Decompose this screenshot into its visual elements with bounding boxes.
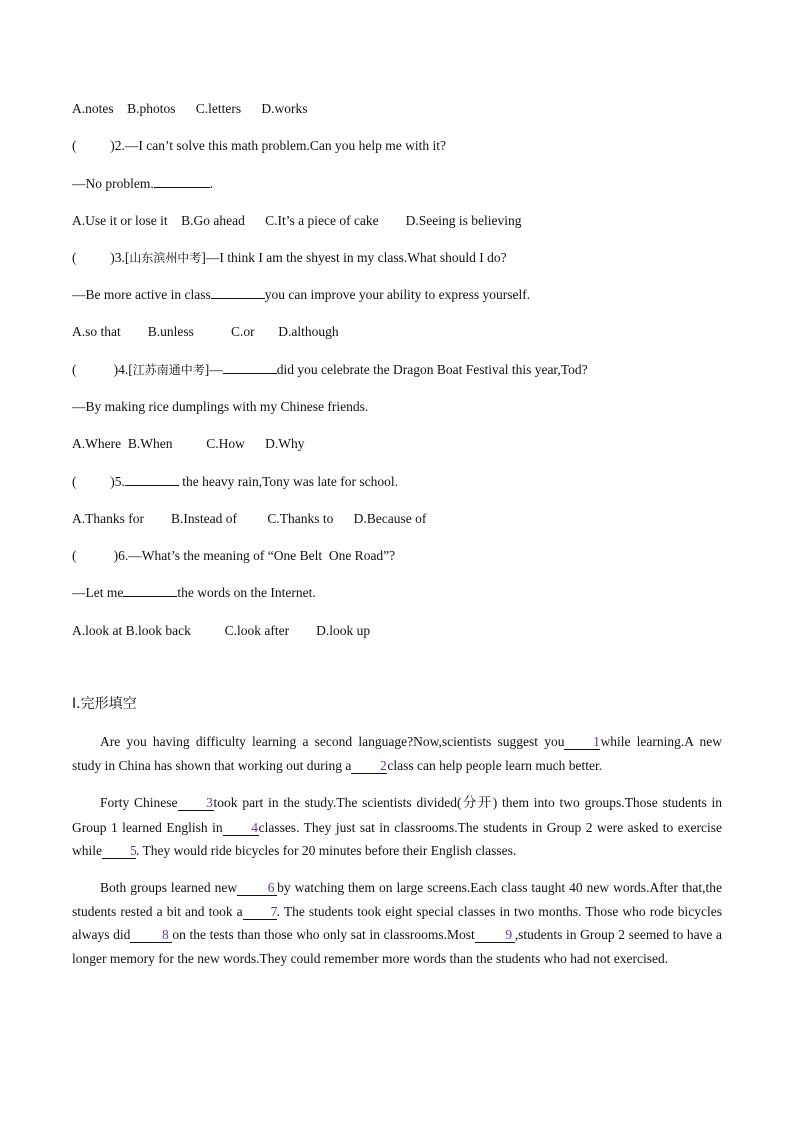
question-2-reply xyxy=(72,175,213,193)
cloze-blank: 4 xyxy=(223,821,259,836)
passage-text: class can help people learn much better. xyxy=(387,757,603,773)
chinese-gloss: 分开 xyxy=(461,795,493,811)
question-stem: the heavy rain,Tony was late for school. xyxy=(178,474,398,489)
question-1-options: A.notes B.photos C.letters D.works xyxy=(72,101,308,116)
passage-text: took part in the study.The scientists divided( xyxy=(213,795,462,810)
cloze-blank: 7 xyxy=(243,905,277,920)
source-tag: 山东滨州中考 xyxy=(129,251,202,265)
section-title: Ⅰ.完形填空 xyxy=(72,696,137,712)
passage-text: on the tests than those who only sat in classrooms.Most xyxy=(172,927,475,943)
answer-paren: ( ) xyxy=(72,548,119,563)
cloze-paragraph-2 xyxy=(72,791,722,863)
question-stem: 2.—I can’t solve this math problem.Can you help me with it? xyxy=(114,138,446,153)
answer-blank xyxy=(223,373,277,374)
question-2 xyxy=(72,137,446,155)
question-4 xyxy=(72,361,588,379)
cloze-blank: 1 xyxy=(564,735,600,750)
reply-text: the words on the Internet. xyxy=(177,585,316,600)
cloze-blank: 8 xyxy=(130,928,172,943)
passage-text: Both groups learned new xyxy=(100,880,238,895)
answer-blank xyxy=(154,187,210,188)
answer-blank xyxy=(211,298,265,299)
passage-text: . They would ride bicycles for 20 minutes before their English classes. xyxy=(136,843,517,859)
cloze-blank: 5 xyxy=(102,844,136,859)
reply-text: . xyxy=(209,176,214,191)
passage-text: classes. They just sat in classrooms.The students in Group 2 were asked to exercise while xyxy=(72,819,722,859)
question-stem: did you celebrate the Dragon Boat Festival this year,Tod? xyxy=(276,362,588,377)
question-number: 5. xyxy=(114,474,125,489)
answer-paren: ( ) xyxy=(72,362,119,377)
question-number: 3.[ xyxy=(114,250,130,265)
question-2-options: A.Use it or lose it B.Go ahead C.It’s a piece of cake D.Seeing is believing xyxy=(72,213,522,228)
question-stem: ]— xyxy=(204,362,223,377)
cloze-blank: 6 xyxy=(237,881,277,896)
question-number: 4.[ xyxy=(118,362,133,377)
passage-text: by watching them on large screens.Each class taught 40 new words.After that,the students rested a bit and took a xyxy=(72,880,722,919)
question-stem: 6.—What’s the meaning of “One Belt One Road”? xyxy=(118,548,396,563)
passage-text: Are you having difficulty learning a second language?Now,scientists suggest you xyxy=(100,734,565,749)
reply-text: —Be more active in class xyxy=(72,287,211,302)
question-6-reply xyxy=(72,584,316,602)
question-4-options: A.Where B.When C.How D.Why xyxy=(72,436,305,451)
question-stem: ]—I think I am the shyest in my class.What should I do? xyxy=(201,250,507,265)
answer-paren: ( ) xyxy=(72,138,115,153)
cloze-blank: 3 xyxy=(178,796,214,811)
question-3 xyxy=(72,249,507,267)
cloze-paragraph-1 xyxy=(72,730,722,777)
cloze-paragraph-3 xyxy=(72,876,722,971)
passage-text: ) them into two groups.Those students in Group 1 learned English in xyxy=(72,795,723,835)
reply-text: you can improve your ability to express yourself. xyxy=(264,287,531,302)
question-3-reply xyxy=(72,286,530,304)
passage-text: ,students in Group 2 seemed to have a longer memory for the new words.They could remember more words than the students who had not exercised. xyxy=(72,927,722,967)
question-6 xyxy=(72,547,395,565)
passage-text: . The students took eight special classes in two months. Those who rode bicycles always did xyxy=(72,903,722,943)
question-5-options: A.Thanks for B.Instead of C.Thanks to D.Because of xyxy=(72,511,427,526)
answer-paren: ( ) xyxy=(72,250,115,265)
question-4-reply: —By making rice dumplings with my Chinese friends. xyxy=(72,399,369,414)
answer-blank xyxy=(125,485,179,486)
answer-paren: ( ) xyxy=(72,474,115,489)
cloze-blank: 9 xyxy=(475,928,515,943)
question-3-options: A.so that B.unless C.or D.although xyxy=(72,324,339,339)
source-tag: 江苏南通中考 xyxy=(132,363,205,377)
question-5 xyxy=(72,473,398,491)
reply-text: —Let me xyxy=(72,585,124,600)
question-6-options: A.look at B.look back C.look after D.look up xyxy=(72,623,371,638)
answer-blank xyxy=(123,596,177,597)
passage-text: while learning.A new study in China has shown that working out during a xyxy=(72,734,722,773)
cloze-blank: 2 xyxy=(351,759,387,774)
passage-text: Forty Chinese xyxy=(100,795,178,810)
reply-text: —No problem. xyxy=(72,176,154,191)
